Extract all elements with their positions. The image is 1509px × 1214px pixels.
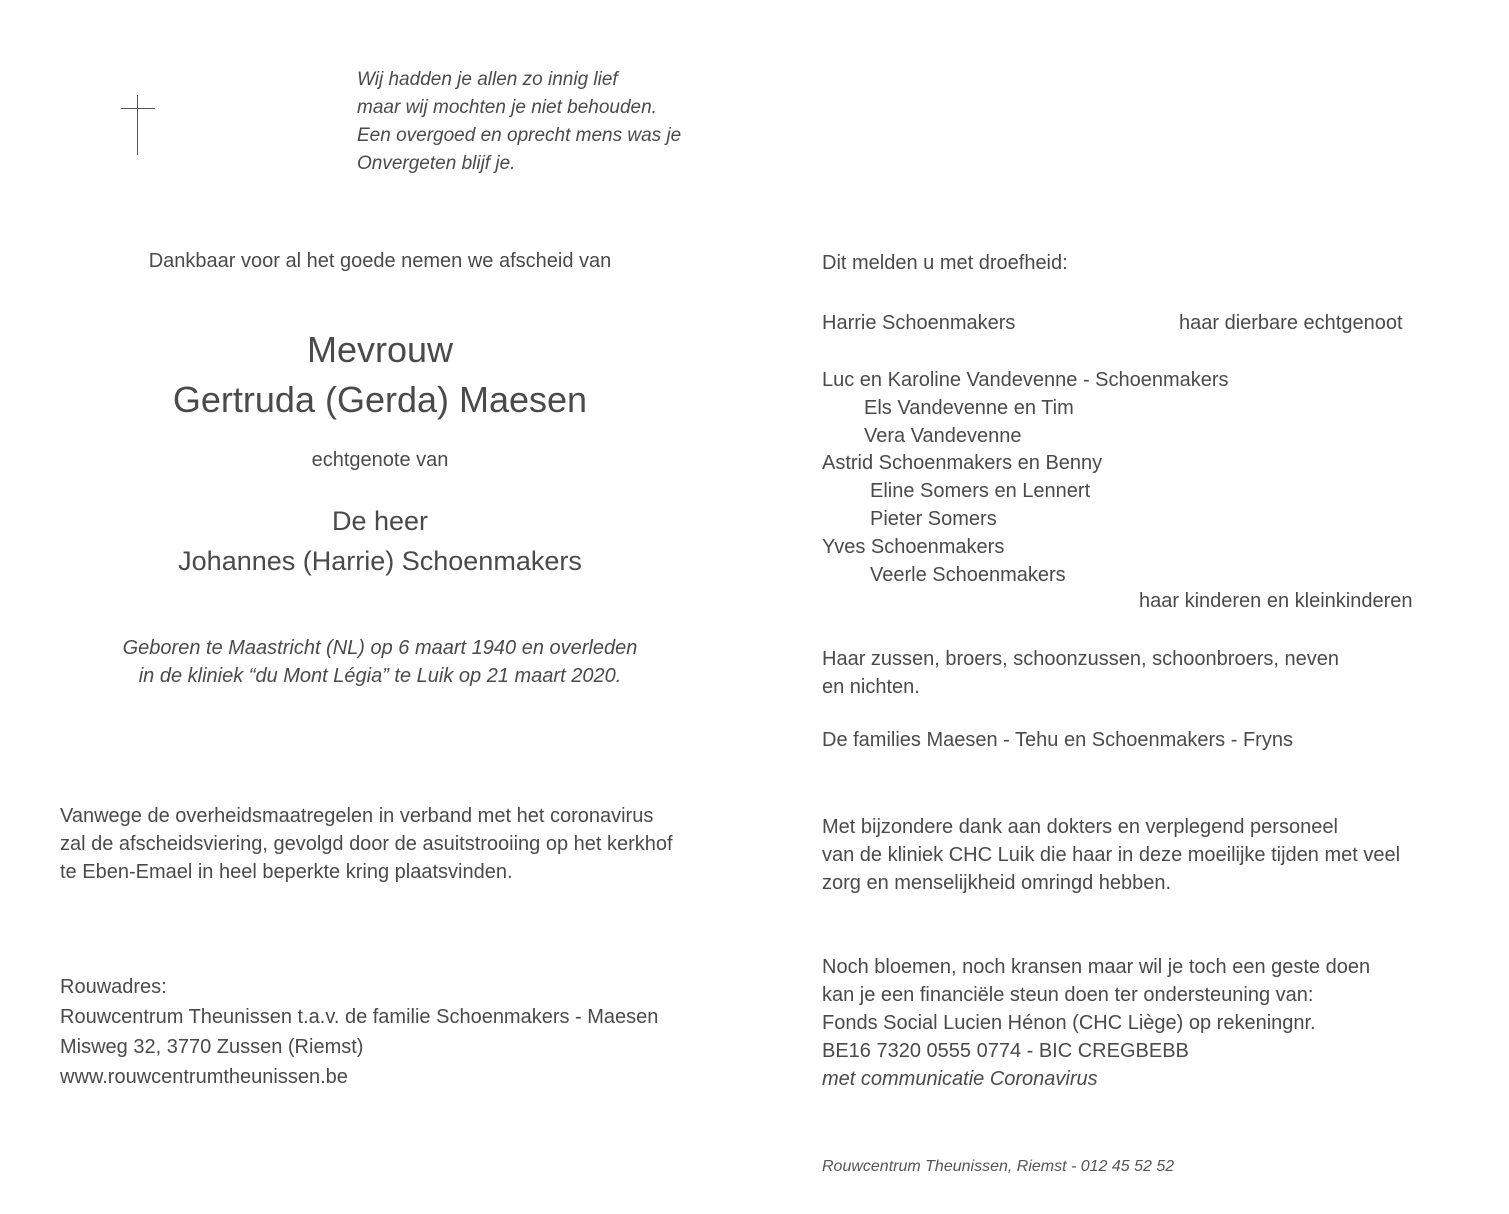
flowers-line: Noch bloemen, noch kransen maar wil je toch een geste doen <box>822 956 1371 978</box>
address-label: Rouwadres: <box>60 976 167 998</box>
death-line: in de kliniek “du Mont Légia” te Luik op 21 maart 2020. <box>138 665 622 687</box>
birth-line: Geboren te Maastricht (NL) op 6 maart 1940 en overleden <box>122 637 638 659</box>
grandchild-name: Els Vandevenne en Tim <box>864 396 1074 419</box>
deceased-name: Gertruda (Gerda) Maesen <box>172 379 588 420</box>
spouse-title: De heer <box>331 506 429 536</box>
siblings-line: en nichten. <box>822 676 920 698</box>
thanks-line: van de kliniek CHC Luik die haar in deze moeilijke tijden met veel <box>822 844 1401 866</box>
address-block <box>60 972 700 1092</box>
flowers-line: kan je een financiële steun doen ter ondersteuning van: <box>822 984 1314 1006</box>
measures-line: Vanwege de overheidsmaatregelen in verband met het coronavirus <box>60 805 654 827</box>
children-relation: haar kinderen en kleinkinderen <box>1139 590 1413 612</box>
poem-line: Een overgoed en oprecht mens was je <box>357 125 682 146</box>
grandchild-name: Vera Vandevenne <box>864 424 1022 447</box>
thanks-line: Met bijzondere dank aan dokters en verplegend personeel <box>822 816 1338 838</box>
announcement-intro: Dit melden u met droefheid: <box>822 252 1068 274</box>
children-list <box>822 367 1229 589</box>
siblings-line: Haar zussen, broers, schoonzussen, schoonbroers, neven <box>822 648 1339 670</box>
intro-text: Dankbaar voor al het goede nemen we afscheid van <box>148 250 612 272</box>
spouse-name: Johannes (Harrie) Schoenmakers <box>178 546 582 576</box>
flowers-note: met communicatie Coronavirus <box>822 1068 1098 1090</box>
thanks-line: zorg en menselijkheid omringd hebben. <box>822 872 1172 894</box>
spouse-relation: echtgenote van <box>311 449 449 471</box>
poem-line: Onvergeten blijf je. <box>357 153 516 174</box>
poem-line: Wij hadden je allen zo innig lief <box>357 69 618 90</box>
website-link: www.rouwcentrumtheunissen.be <box>60 1066 348 1088</box>
child-name: Yves Schoenmakers <box>822 535 1005 558</box>
poem <box>357 66 681 178</box>
grandchild-name: Pieter Somers <box>870 507 997 530</box>
poem-line: maar wij mochten je niet behouden. <box>357 97 657 118</box>
measures-paragraph <box>60 802 700 886</box>
husband-name: Harrie Schoenmakers <box>822 312 1016 334</box>
husband-relation: haar dierbare echtgenoot <box>1179 312 1403 334</box>
deceased-title: Mevrouw <box>306 329 454 370</box>
grandchild-name: Eline Somers en Lennert <box>870 480 1091 503</box>
bank-account: BE16 7320 0555 0774 - BIC CREGBEBB <box>822 1040 1189 1062</box>
address-line: Rouwcentrum Theunissen t.a.v. de familie Schoenmakers - Maesen <box>60 1006 659 1028</box>
child-name: Astrid Schoenmakers en Benny <box>822 452 1103 475</box>
measures-line: zal de afscheidsviering, gevolgd door de asuitstrooiing op het kerkhof <box>60 833 673 855</box>
siblings-paragraph <box>822 645 1339 701</box>
flowers-paragraph <box>822 953 1370 1093</box>
child-name: Luc en Karoline Vandevenne - Schoenmakers <box>822 369 1229 391</box>
families-line: De families Maesen - Tehu en Schoenmakers - Fryns <box>822 729 1293 751</box>
thanks-paragraph <box>822 813 1400 897</box>
measures-line: te Eben-Emael in heel beperkte kring plaatsvinden. <box>60 861 513 883</box>
address-line: Misweg 32, 3770 Zussen (Riemst) <box>60 1036 364 1058</box>
flowers-line: Fonds Social Lucien Hénon (CHC Liège) op rekeningnr. <box>822 1012 1316 1034</box>
grandchild-name: Veerle Schoenmakers <box>870 563 1066 586</box>
footer-credit: Rouwcentrum Theunissen, Riemst - 012 45 52 52 <box>822 1158 1175 1175</box>
